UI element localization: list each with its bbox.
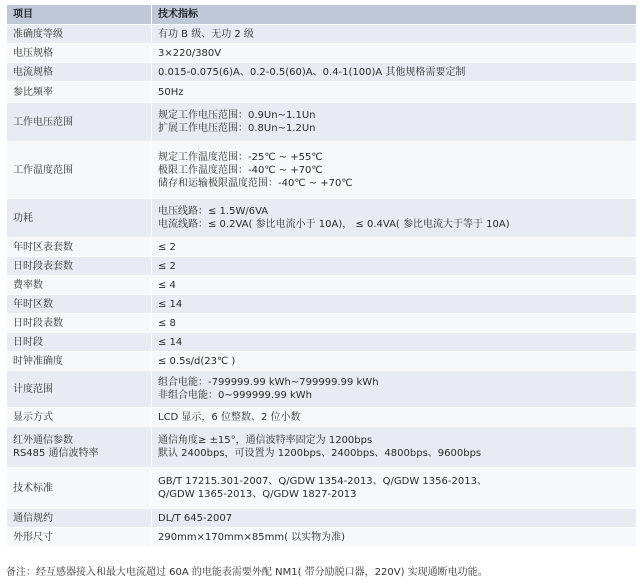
row-value-cell: [152, 142, 637, 199]
row-value-line: 290mm×170mm×85mm( 以实物为准): [158, 531, 346, 543]
table-row: [7, 295, 637, 314]
table-row: [7, 25, 637, 44]
row-item-cell: [7, 333, 152, 352]
table-row: [7, 427, 637, 468]
row-value-cell: [152, 44, 637, 63]
table-row: [7, 82, 637, 103]
row-item-label: 通信规约: [13, 512, 53, 524]
row-value-line: 扩展工作电压范围：0.8Un~1.2Un: [158, 123, 316, 134]
row-value-cell: [152, 468, 637, 509]
row-item-label: RS485 通信波特率: [13, 448, 99, 459]
row-value-line: GB/T 17215.301-2007、Q/GDW 1354-2013、Q/GDW 1356-2013、: [158, 476, 487, 487]
row-value-line: ≤ 14: [158, 298, 183, 310]
table-row: [7, 371, 637, 408]
spec-table: [6, 4, 637, 547]
row-value-line: Q/GDW 1365-2013、Q/GDW 1827-2013: [158, 489, 357, 500]
row-value-line: DL/T 645-2007: [158, 512, 233, 524]
row-item-cell: [7, 352, 152, 371]
table-row: [7, 276, 637, 295]
table-row: [7, 142, 637, 199]
row-value-line: ≤ 14: [158, 336, 183, 348]
row-value-cell: [152, 509, 637, 528]
table-row: [7, 314, 637, 333]
row-item-label: 红外通信参数: [13, 435, 73, 446]
row-item-label: 显示方式: [13, 411, 53, 423]
row-value-cell: [152, 314, 637, 333]
row-value-cell: [152, 352, 637, 371]
row-value-line: 非组合电能：0~999999.99 kWh: [158, 390, 313, 401]
row-item-cell: [7, 295, 152, 314]
table-row: [7, 44, 637, 63]
row-item-label: 技术标准: [13, 482, 53, 494]
row-item-cell: [7, 82, 152, 103]
row-value-line: 极限工作温度范围：-40℃ ~ +70℃: [158, 164, 323, 176]
row-item-label: 电压规格: [13, 47, 53, 59]
row-value-cell: [152, 371, 637, 408]
row-item-label: 工作电压范围: [13, 116, 73, 128]
row-item-cell: [7, 314, 152, 333]
row-item-cell: [7, 371, 152, 408]
row-value-line: ≤ 0.5s/d(23℃ ): [158, 355, 236, 367]
row-item-cell: [7, 408, 152, 427]
table-body: [7, 25, 637, 547]
row-value-cell: [152, 82, 637, 103]
table-row: [7, 257, 637, 276]
row-item-cell: [7, 142, 152, 199]
table-row: [7, 352, 637, 371]
table-row: [7, 199, 637, 238]
row-value-line: 0.015-0.075(6)A、0.2-0.5(60)A、0.4-1(100)A 其他规格需要定制: [158, 66, 466, 78]
row-item-label: 日时段: [13, 336, 43, 348]
row-value-cell: [152, 25, 637, 44]
row-item-cell: [7, 528, 152, 547]
row-item-label: 电流规格: [13, 66, 53, 78]
row-value-cell: [152, 63, 637, 82]
row-item-cell: [7, 509, 152, 528]
row-item-label: 参比频率: [13, 86, 53, 98]
table-row: [7, 238, 637, 257]
row-value-cell: [152, 103, 637, 142]
row-value-cell: [152, 199, 637, 238]
row-item-label: 工作温度范围: [13, 164, 73, 176]
row-value-cell: [152, 333, 637, 352]
row-value-line: 组合电能：-799999.99 kWh~799999.99 kWh: [158, 377, 379, 388]
row-item-label: 日时段表套数: [13, 260, 73, 272]
row-value-line: LCD 显示，6 位整数、2 位小数: [158, 411, 301, 423]
table-row: [7, 468, 637, 509]
row-value-cell: [152, 408, 637, 427]
row-value-line: 3×220/380V: [158, 47, 222, 59]
row-value-cell: [152, 257, 637, 276]
row-value-line: 有功 B 级、无功 2 级: [158, 28, 254, 40]
table-row: [7, 103, 637, 142]
header-item: 项目: [7, 5, 152, 25]
row-item-label: 日时段表数: [13, 317, 63, 329]
row-value-line: 储存和运输极限温度范围：-40℃ ~ +70℃: [158, 177, 353, 189]
row-item-cell: [7, 199, 152, 238]
row-item-cell: [7, 468, 152, 509]
row-value-line: ≤ 2: [158, 260, 176, 272]
row-value-line: 通信角度≥ ±15°，通信波特率固定为 1200bps: [158, 435, 373, 446]
row-value-line: 50Hz: [158, 86, 184, 98]
row-value-line: ≤ 4: [158, 279, 176, 291]
table-row: [7, 333, 637, 352]
row-value-line: 电流线路：≤ 0.2VA( 参比电流小于 10A)， ≤ 0.4VA( 参比电流大于等于 10A): [158, 219, 510, 230]
table-row: [7, 408, 637, 427]
row-value-cell: [152, 276, 637, 295]
row-item-label: 准确度等级: [13, 28, 63, 40]
row-item-label: 计度范围: [13, 383, 53, 395]
row-value-cell: [152, 427, 637, 468]
row-item-label: 功耗: [13, 212, 33, 224]
row-item-label: 费率数: [13, 279, 43, 291]
row-item-cell: [7, 44, 152, 63]
row-item-cell: [7, 257, 152, 276]
footnote: 备注：经互感器接入和最大电流超过 60A 的电能表需要外配 NM1( 带分励脱口器，220V) 实现通断电功能。: [6, 567, 488, 578]
row-item-label: 外形尺寸: [13, 531, 53, 543]
row-value-cell: [152, 295, 637, 314]
header-spec: 技术指标: [152, 5, 637, 25]
row-item-cell: [7, 427, 152, 468]
table-header-row: [7, 5, 637, 25]
row-item-cell: [7, 103, 152, 142]
row-item-cell: [7, 63, 152, 82]
row-item-cell: [7, 25, 152, 44]
row-value-line: ≤ 2: [158, 241, 176, 253]
table-row: [7, 528, 637, 547]
row-item-cell: [7, 238, 152, 257]
row-item-cell: [7, 276, 152, 295]
row-item-label: 年时区表套数: [13, 241, 73, 253]
row-value-line: 默认 2400bps，可设置为 1200bps、2400bps、4800bps、9600bps: [158, 448, 482, 459]
table-row: [7, 63, 637, 82]
row-item-label: 年时区数: [13, 298, 53, 310]
table-row: [7, 509, 637, 528]
row-value-line: 电压线路：≤ 1.5W/6VA: [158, 206, 269, 217]
row-value-cell: [152, 238, 637, 257]
row-value-line: 规定工作温度范围：-25℃ ~ +55℃: [158, 151, 323, 163]
row-value-cell: [152, 528, 637, 547]
row-value-line: 规定工作电压范围：0.9Un~1.1Un: [158, 110, 316, 121]
row-value-line: ≤ 8: [158, 317, 176, 329]
row-item-label: 时钟准确度: [13, 355, 63, 367]
